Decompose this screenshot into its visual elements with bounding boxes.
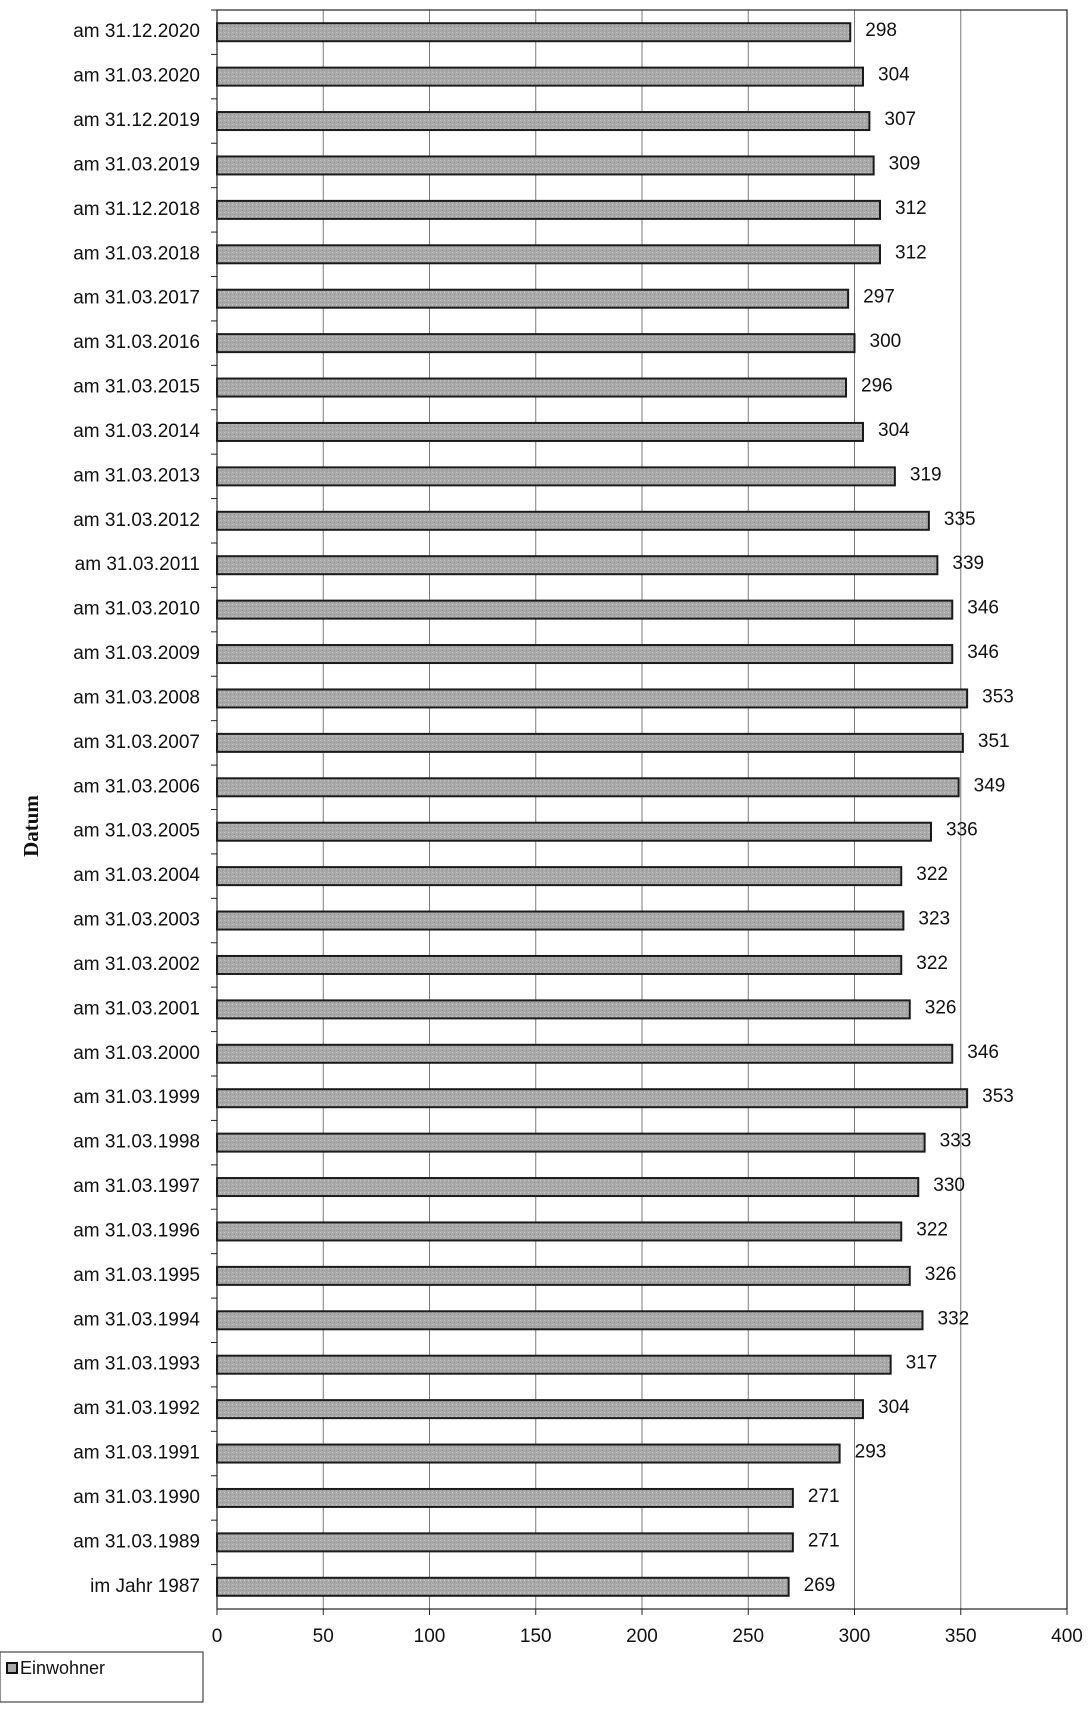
- data-label: 317: [905, 1352, 938, 1374]
- bar: [217, 1400, 863, 1418]
- bar: [217, 823, 931, 841]
- category-label: am 31.03.2013: [73, 465, 200, 487]
- category-label: am 31.03.1999: [73, 1087, 200, 1109]
- data-label: 346: [967, 642, 999, 664]
- category-label: am 31.03.2005: [73, 820, 200, 842]
- data-label: 319: [909, 464, 942, 486]
- bar: [217, 556, 937, 574]
- data-label: 322: [916, 1219, 948, 1241]
- bar: [217, 956, 901, 974]
- bar: [217, 379, 846, 397]
- x-tick-label: 100: [413, 1626, 446, 1647]
- data-label: 293: [854, 1441, 887, 1463]
- category-label: am 31.03.2016: [73, 332, 200, 354]
- bar: [217, 1267, 910, 1285]
- category-label: am 31.12.2019: [73, 110, 200, 132]
- x-tick-label: 350: [944, 1626, 977, 1647]
- bar: [217, 23, 850, 41]
- category-label: im Jahr 1987: [90, 1575, 200, 1597]
- data-label: 351: [977, 730, 1010, 752]
- x-tick-label: 0: [211, 1626, 223, 1647]
- legend-swatch: [7, 1663, 17, 1673]
- data-label: 309: [888, 153, 921, 175]
- category-label: am 31.03.2003: [73, 909, 200, 931]
- category-label: am 31.03.2010: [73, 598, 200, 620]
- bar: [217, 156, 874, 174]
- data-label: 269: [803, 1574, 836, 1596]
- bar: [217, 201, 880, 219]
- data-label: 304: [878, 419, 910, 441]
- x-tick-label: 150: [519, 1626, 552, 1647]
- data-label: 346: [967, 597, 999, 619]
- category-label: am 31.03.1992: [73, 1398, 200, 1420]
- data-label: 353: [982, 1086, 1014, 1108]
- category-label: am 31.03.1996: [73, 1220, 200, 1242]
- bar: [217, 334, 855, 352]
- data-label: 339: [952, 553, 985, 575]
- category-label: am 31.03.2004: [73, 865, 200, 887]
- category-label: am 31.03.2006: [73, 776, 200, 798]
- data-label: 346: [967, 1041, 999, 1063]
- bar: [217, 423, 863, 441]
- x-tick-label: 400: [1051, 1626, 1083, 1647]
- category-label: am 31.03.1990: [73, 1486, 200, 1508]
- category-label: am 31.03.2012: [73, 509, 200, 531]
- bar: [217, 1578, 789, 1596]
- bar: [217, 467, 895, 485]
- category-label: am 31.03.2002: [73, 953, 200, 975]
- y-axis-title: Datum: [18, 795, 43, 857]
- data-label: 349: [973, 775, 1006, 797]
- category-label: am 31.03.2000: [73, 1042, 200, 1064]
- data-label: 323: [918, 908, 951, 930]
- bar: [217, 245, 880, 263]
- bar: [217, 290, 848, 308]
- bar: [217, 1489, 793, 1507]
- category-label: am 31.03.2018: [73, 243, 200, 265]
- data-label: 298: [865, 20, 897, 42]
- bar: [217, 1134, 925, 1152]
- data-label: 271: [807, 1530, 840, 1552]
- bar: [217, 512, 929, 530]
- data-label: 297: [863, 286, 895, 308]
- data-label: 326: [924, 997, 957, 1019]
- x-tick-label: 250: [732, 1626, 765, 1647]
- category-label: am 31.03.2008: [73, 687, 200, 709]
- bar: [217, 1000, 910, 1018]
- data-label: 336: [946, 819, 978, 841]
- data-label: 332: [937, 1308, 970, 1330]
- data-label: 271: [807, 1485, 840, 1507]
- data-label: 322: [916, 864, 948, 886]
- data-label: 322: [916, 952, 948, 974]
- bar: [217, 645, 952, 663]
- data-label: 326: [924, 1263, 957, 1285]
- category-label: am 31.03.1991: [73, 1442, 200, 1464]
- category-label: am 31.03.2017: [73, 287, 200, 309]
- bar: [217, 1445, 840, 1463]
- x-tick-label: 50: [312, 1626, 334, 1647]
- bar: [217, 689, 967, 707]
- category-label: am 31.03.2015: [73, 376, 200, 398]
- bar: [217, 912, 903, 930]
- bar: [217, 68, 863, 86]
- data-label: 307: [884, 109, 917, 131]
- category-label: am 31.03.1997: [73, 1176, 200, 1198]
- category-label: am 31.03.1995: [73, 1264, 200, 1286]
- bar: [217, 112, 869, 130]
- category-label: am 31.03.2001: [73, 998, 200, 1020]
- data-label: 304: [878, 64, 910, 86]
- bar: [217, 601, 952, 619]
- data-label: 312: [895, 242, 927, 264]
- category-label: am 31.03.2019: [73, 154, 200, 176]
- data-label: 296: [861, 375, 893, 397]
- x-tick-label: 200: [626, 1626, 658, 1647]
- data-label: 335: [943, 508, 976, 530]
- data-label: 300: [869, 331, 902, 353]
- bar: [217, 734, 963, 752]
- category-label: am 31.03.1998: [73, 1131, 200, 1153]
- bar: [217, 1356, 891, 1374]
- bar: [217, 1222, 901, 1240]
- data-label: 330: [933, 1175, 965, 1197]
- bar: [217, 1045, 952, 1063]
- data-label: 304: [878, 1397, 910, 1419]
- bar: [217, 1178, 918, 1196]
- bar: [217, 778, 959, 796]
- category-label: am 31.03.2014: [73, 420, 200, 442]
- category-label: am 31.12.2018: [73, 198, 200, 220]
- category-label: am 31.03.1989: [73, 1531, 200, 1553]
- bar: [217, 1533, 793, 1551]
- bar: [217, 1089, 967, 1107]
- x-tick-label: 300: [838, 1626, 871, 1647]
- category-label: am 31.03.1994: [73, 1309, 200, 1331]
- data-label: 312: [895, 197, 927, 219]
- bar: [217, 867, 901, 885]
- bar: [217, 1311, 923, 1329]
- category-label: am 31.03.2009: [73, 643, 200, 665]
- legend: [0, 1652, 203, 1702]
- category-label: am 31.12.2020: [73, 21, 200, 43]
- category-label: am 31.03.2020: [73, 65, 200, 87]
- category-label: am 31.03.1993: [73, 1353, 200, 1375]
- legend-label: Einwohner: [20, 1658, 106, 1678]
- category-label: am 31.03.2007: [73, 731, 200, 753]
- category-label: am 31.03.2011: [74, 554, 200, 576]
- data-label: 353: [982, 686, 1014, 708]
- data-label: 333: [939, 1130, 972, 1152]
